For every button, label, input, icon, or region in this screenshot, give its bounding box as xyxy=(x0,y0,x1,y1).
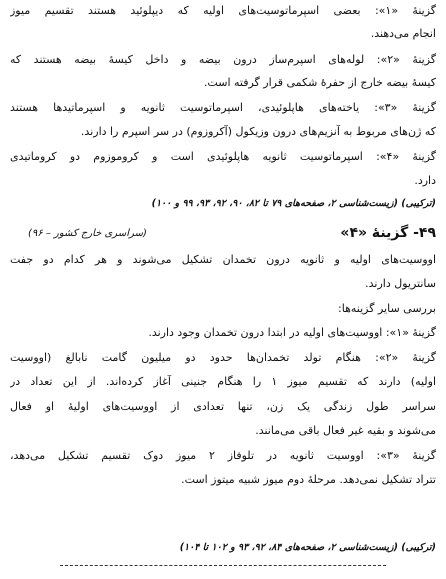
text-line: انجام می‌دهند. xyxy=(370,27,436,40)
text-line: می‌شوند و بقیه غیر فعال باقی می‌مانند. xyxy=(255,424,436,437)
text-line: گزینۀ «۲»: هنگام تولد تخمدان‌ها حدود دو میلیون گامت نابالغ (اووسیت xyxy=(10,351,436,364)
text-line: اووسیت‌های اولیه و ثانویه درون تخمدان تشکیل می‌شوند و هر کدام دو جفت xyxy=(10,253,436,266)
text-line: گزینۀ «۲»: لوله‌های اسپرم‌ساز درون بیضه و داخل کیسۀ بیضه هستند که xyxy=(10,53,436,66)
reference-line: (ترکیبی) (زیست‌شناسی ۲، صفحه‌های ۸۴، ۹۲، ۹۳ و ۱۰۲ تا ۱۰۴) xyxy=(179,542,436,553)
text-line: گزینۀ «۱»: بعضی اسپرماتوسیت‌های اولیه که دیپلوئید هستند تقسیم میوز xyxy=(10,4,436,17)
section-divider xyxy=(60,565,386,566)
text-line: تتراد تشکیل نمی‌دهد. مرحلۀ دوم میوز شبیه میتوز است. xyxy=(181,473,436,486)
text-line: گزینۀ «۱»: اووسیت‌های اولیه در ابتدا درون تخمدان وجود دارند. xyxy=(148,326,436,339)
question-source: (سراسری خارج کشور – ۹۶) xyxy=(28,228,147,239)
text-line: سراسر طول زندگی یک زن، تنها تعدادی از اووسیت‌های اولیۀ او فعال xyxy=(10,400,436,413)
text-line: گزینۀ «۳»: اووسیت ثانویه در تلوفاز ۲ میوز دوک تقسیم تشکیل می‌دهد، xyxy=(10,449,436,462)
text-line: گزینۀ «۴»: اسپرماتوسیت ثانویه هاپلوئیدی است و کروموزوم دو کروماتیدی xyxy=(10,150,436,163)
text-line: سانتریول دارند. xyxy=(365,277,436,290)
text-line: که ژن‌های مربوط به آنزیم‌های درون وزیکول (آکروزوم) در سر اسپرم را دارند. xyxy=(80,125,436,138)
text-line: بررسی سایر گزینه‌ها: xyxy=(338,302,436,315)
text-line: کیسۀ بیضه خارج از حفرۀ شکمی قرار گرفته است. xyxy=(203,76,436,89)
question-number: ۴۹- گزینۀ «۴» xyxy=(340,225,436,241)
text-line: دارد. xyxy=(414,174,436,187)
text-line: گزینۀ «۳»: یاخته‌های هاپلوئیدی، اسپرماتوسیت ثانویه و اسپرماتیدها هستند xyxy=(10,101,436,114)
text-line: اولیه) دارند که تقسیم میوز ۱ را هنگام جنینی آغاز کرده‌اند. از این تعداد در xyxy=(10,375,436,388)
reference-line: (ترکیبی) (زیست‌شناسی ۲، صفحه‌های ۷۹ تا ۸۲، ۹۰، ۹۲، ۹۳، ۹۹ و ۱۰۰) xyxy=(151,198,436,209)
question-header xyxy=(10,225,436,245)
